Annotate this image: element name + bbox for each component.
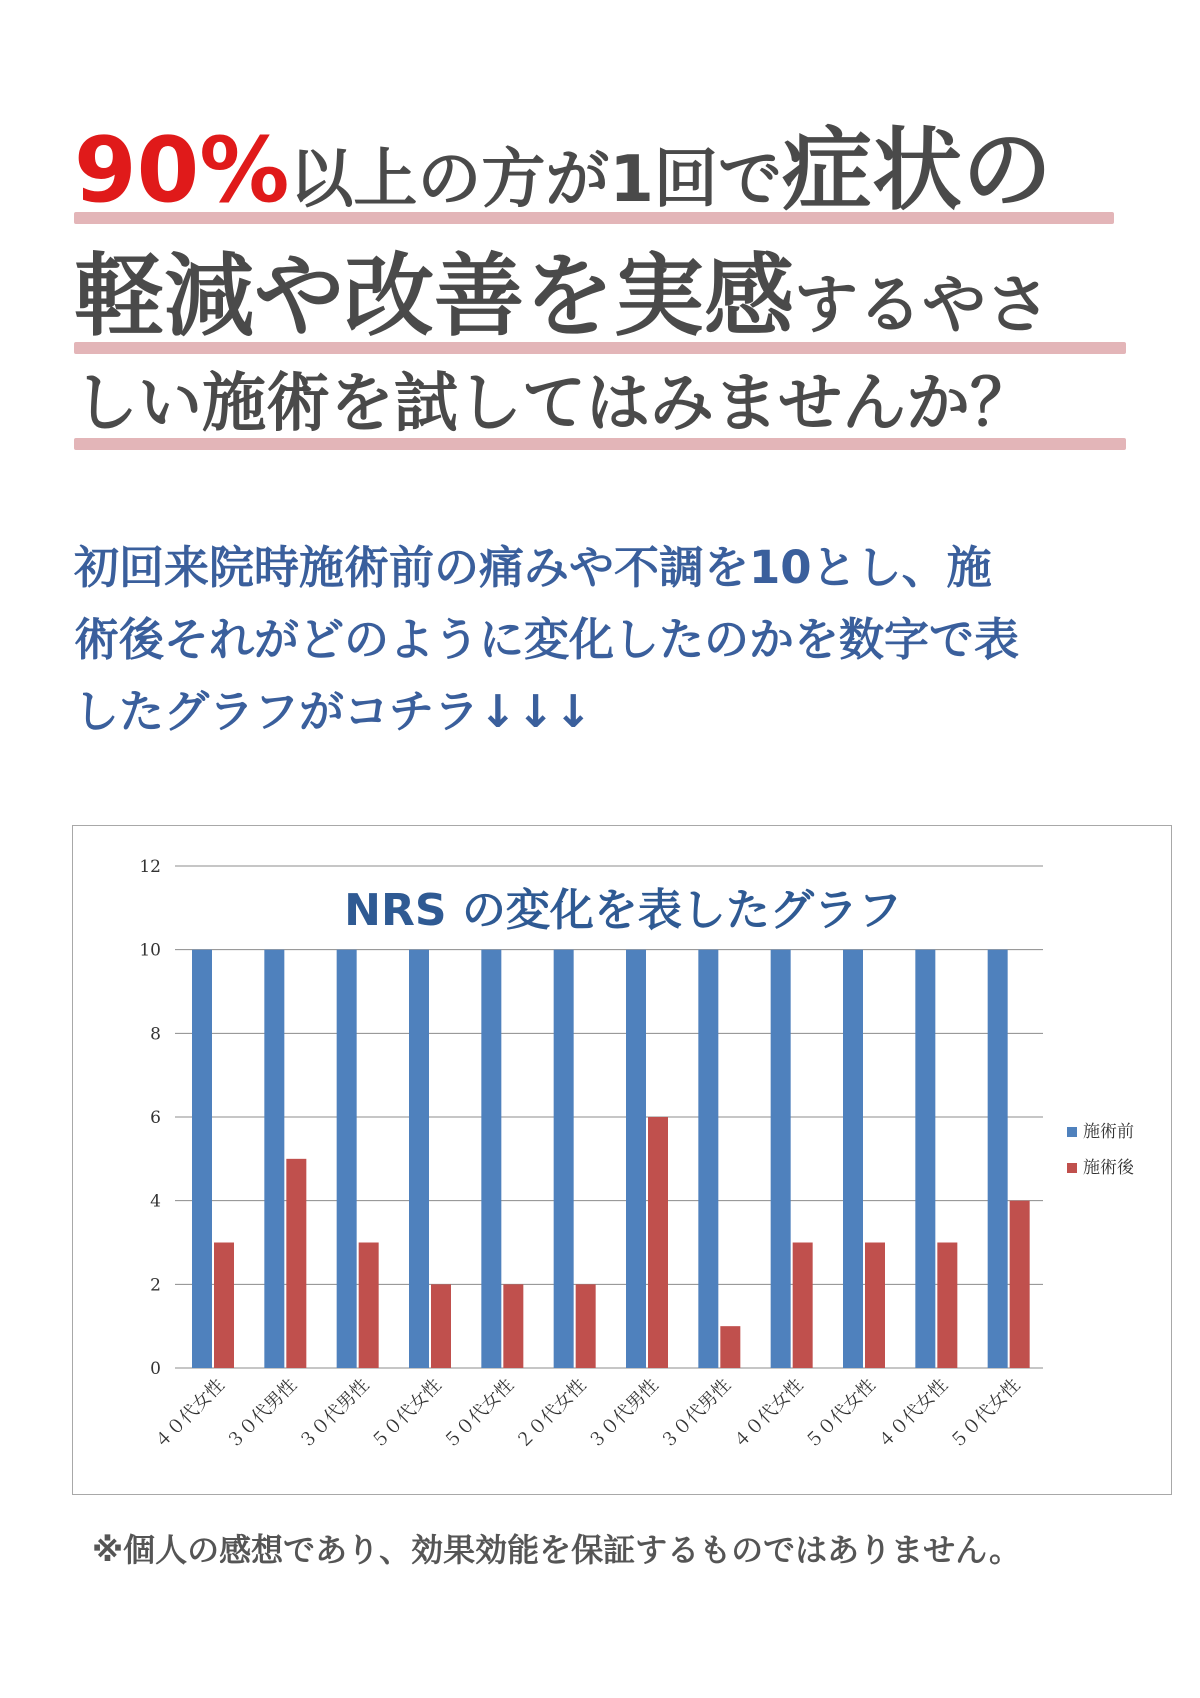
headline-line1-text: 以上の方が1回で xyxy=(289,143,782,217)
bar-before xyxy=(771,950,791,1368)
x-tick-label: ３０代男性 xyxy=(656,1374,736,1454)
bar-after xyxy=(648,1117,668,1368)
bar-after xyxy=(720,1326,740,1368)
y-tick-label: 4 xyxy=(150,1191,161,1212)
headline-line3-text: しい施術を試してはみませんか？ xyxy=(74,367,1034,441)
x-tick-label: ３０代男性 xyxy=(294,1374,374,1454)
x-tick-label: ４０代女性 xyxy=(150,1374,229,1454)
headline-percent: 90% xyxy=(74,118,290,223)
bar-after xyxy=(1010,1201,1030,1368)
headline-line2-text: するやさ xyxy=(794,269,1050,343)
bar-after xyxy=(793,1243,813,1369)
x-tick-label: ５０代女性 xyxy=(945,1374,1025,1454)
bar-before xyxy=(626,950,646,1368)
bar-before xyxy=(554,950,574,1368)
bar-after xyxy=(214,1243,234,1369)
y-tick-label: 10 xyxy=(139,940,161,961)
bar-before xyxy=(988,950,1008,1368)
x-tick-label: ５０代女性 xyxy=(439,1374,519,1454)
legend-label: 施術前 xyxy=(1083,1122,1134,1142)
headline-line-3 xyxy=(74,367,1034,441)
legend-swatch xyxy=(1067,1163,1077,1173)
bar-before xyxy=(843,950,863,1368)
y-tick-label: 6 xyxy=(150,1108,161,1128)
bar-before xyxy=(192,950,212,1368)
headline-line-1 xyxy=(74,118,1052,223)
intro-paragraph xyxy=(74,532,1154,748)
bar-before xyxy=(481,950,501,1368)
bar-before xyxy=(698,950,718,1368)
y-tick-label: 8 xyxy=(150,1024,161,1045)
bar-after xyxy=(431,1284,451,1368)
x-tick-label: ３０代男性 xyxy=(584,1374,663,1454)
legend-swatch xyxy=(1067,1127,1077,1137)
x-tick-label: ４０代女性 xyxy=(873,1374,953,1454)
y-tick-label: 12 xyxy=(139,857,161,877)
x-tick-label: ４０代女性 xyxy=(728,1374,808,1454)
bar-before xyxy=(409,950,429,1368)
bar-after xyxy=(937,1243,957,1369)
bar-after xyxy=(359,1243,379,1369)
bar-before xyxy=(915,950,935,1368)
legend-label: 施術後 xyxy=(1083,1158,1134,1178)
x-tick-label: ３０代男性 xyxy=(222,1374,302,1454)
y-tick-label: 2 xyxy=(150,1275,161,1296)
bar-after xyxy=(503,1284,523,1368)
bar-after xyxy=(286,1159,306,1368)
disclaimer: ※個人の感想であり、効果効能を保証するものではありません。 xyxy=(92,1531,1022,1569)
bar-after xyxy=(576,1284,596,1368)
intro-line-1: 初回来院時施術前の痛みや不調を10とし、施 xyxy=(74,541,992,594)
bar-before xyxy=(337,950,357,1368)
intro-line-3: したグラフがコチラ↓↓↓ xyxy=(74,685,593,738)
bar-after xyxy=(865,1243,885,1369)
headline-line-2 xyxy=(74,244,1050,349)
chart-frame xyxy=(72,825,1172,1495)
intro-line-2: 術後それがどのように変化したのかを数字で表 xyxy=(74,613,1020,666)
headline-line1-emph: 症状の xyxy=(781,118,1052,223)
bar-before xyxy=(264,950,284,1368)
x-tick-label: ２０代女性 xyxy=(511,1374,591,1454)
chart-title: NRS の変化を表したグラフ xyxy=(344,885,902,936)
x-tick-label: ５０代女性 xyxy=(801,1374,880,1454)
headline-line2-emph: 軽減や改善を実感 xyxy=(74,244,794,349)
y-tick-label: 0 xyxy=(150,1359,161,1379)
x-tick-label: ５０代女性 xyxy=(367,1374,446,1454)
